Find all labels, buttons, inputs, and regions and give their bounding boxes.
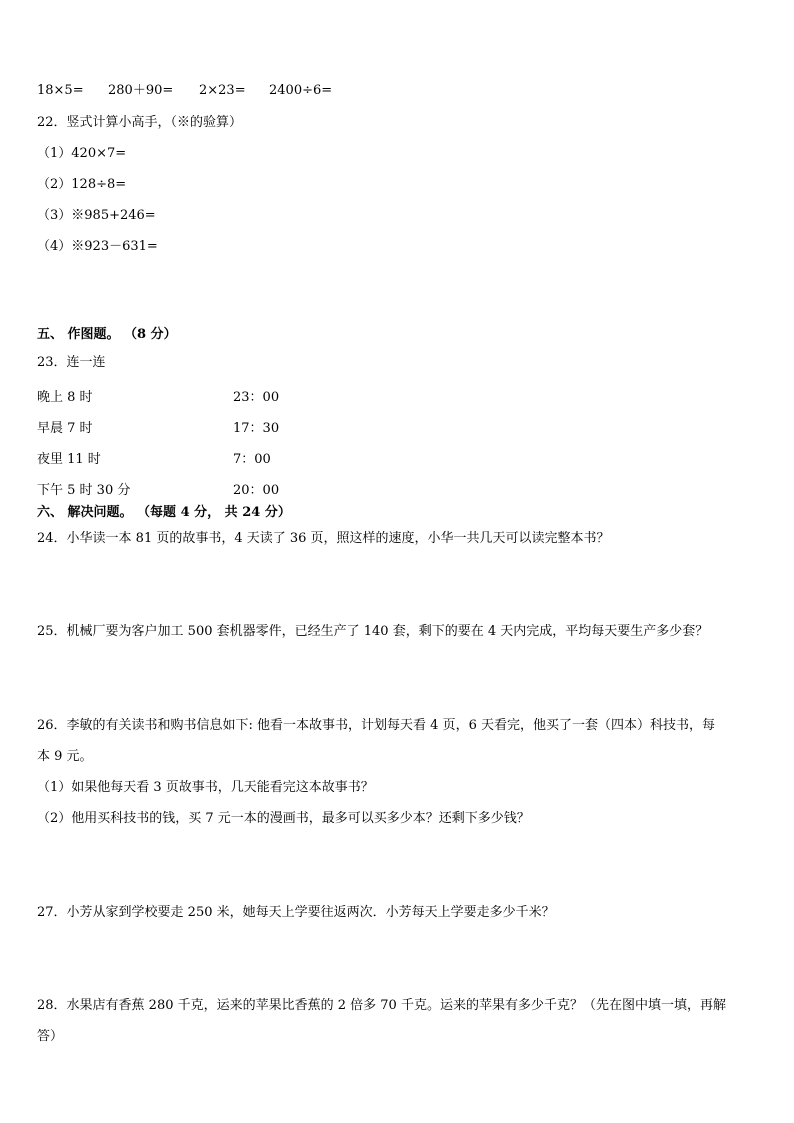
question-25: 25．机械厂要为客户加工 500 套机器零件，已经生产了 140 套，剩下的要在 4 天内完成，平均每天要生产多少套？: [37, 624, 709, 639]
match-left-item: 夜里 11 时: [37, 452, 101, 467]
question-28-line-1: 28．水果店有香蕉 280 千克，运来的苹果比香蕉的 2 倍多 70 千克。运来的苹果有多少千克？（先在图中填一填，再解: [37, 998, 726, 1013]
match-right-item: 20：00: [233, 483, 280, 498]
section-6-heading: 六、 解决问题。 （每题 4 分， 共 24 分）: [37, 505, 291, 520]
q22-item: （2）128÷8=: [37, 177, 127, 192]
question-24: 24．小华读一本 81 页的故事书，4 天读了 36 页，照这样的速度，小华一共几天可以读完整本书？: [37, 531, 610, 546]
calc-item: 280＋90=: [108, 83, 174, 98]
match-left-item: 下午 5 时 30 分: [37, 483, 131, 498]
q22-item: （1）420×7=: [37, 146, 127, 161]
q26-sub-question: （1）如果他每天看 3 页故事书，几天能看完这本故事书？: [37, 780, 374, 795]
calc-item: 18×5=: [37, 83, 84, 98]
oral-calculation-row: [37, 83, 332, 99]
question-26-line-2: 本 9 元。: [37, 749, 93, 764]
q22-item: （3）※985+246=: [37, 208, 156, 223]
q26-sub-question: （2）他用买科技书的钱，买 7 元一本的漫画书，最多可以买多少本？还剩下多少钱？: [37, 811, 530, 826]
match-left-item: 晚上 8 时: [37, 390, 93, 405]
q22-item: （4）※923－631=: [37, 239, 158, 254]
question-28-line-2: 答）: [37, 1029, 64, 1044]
question-22-title: 22．竖式计算小高手，（※的验算）: [37, 115, 243, 130]
question-27: 27．小芳从家到学校要走 250 米，她每天上学要往返两次．小芳每天上学要走多少千米？: [37, 905, 555, 920]
match-right-item: 7：00: [233, 452, 271, 467]
match-right-item: 17：30: [233, 421, 280, 436]
match-right-item: 23：00: [233, 390, 280, 405]
calc-item: 2400÷6=: [269, 83, 333, 98]
section-5-heading: 五、 作图题。 （8 分）: [37, 327, 177, 342]
question-23-title: 23．连一连: [37, 355, 106, 370]
match-left-item: 早晨 7 时: [37, 421, 93, 436]
calc-item: 2×23=: [199, 83, 246, 98]
question-26-line-1: 26．李敏的有关读书和购书信息如下: 他看一本故事书，计划每天看 4 页，6 天看完，他买了一套（四本）科技书，每: [37, 718, 715, 733]
